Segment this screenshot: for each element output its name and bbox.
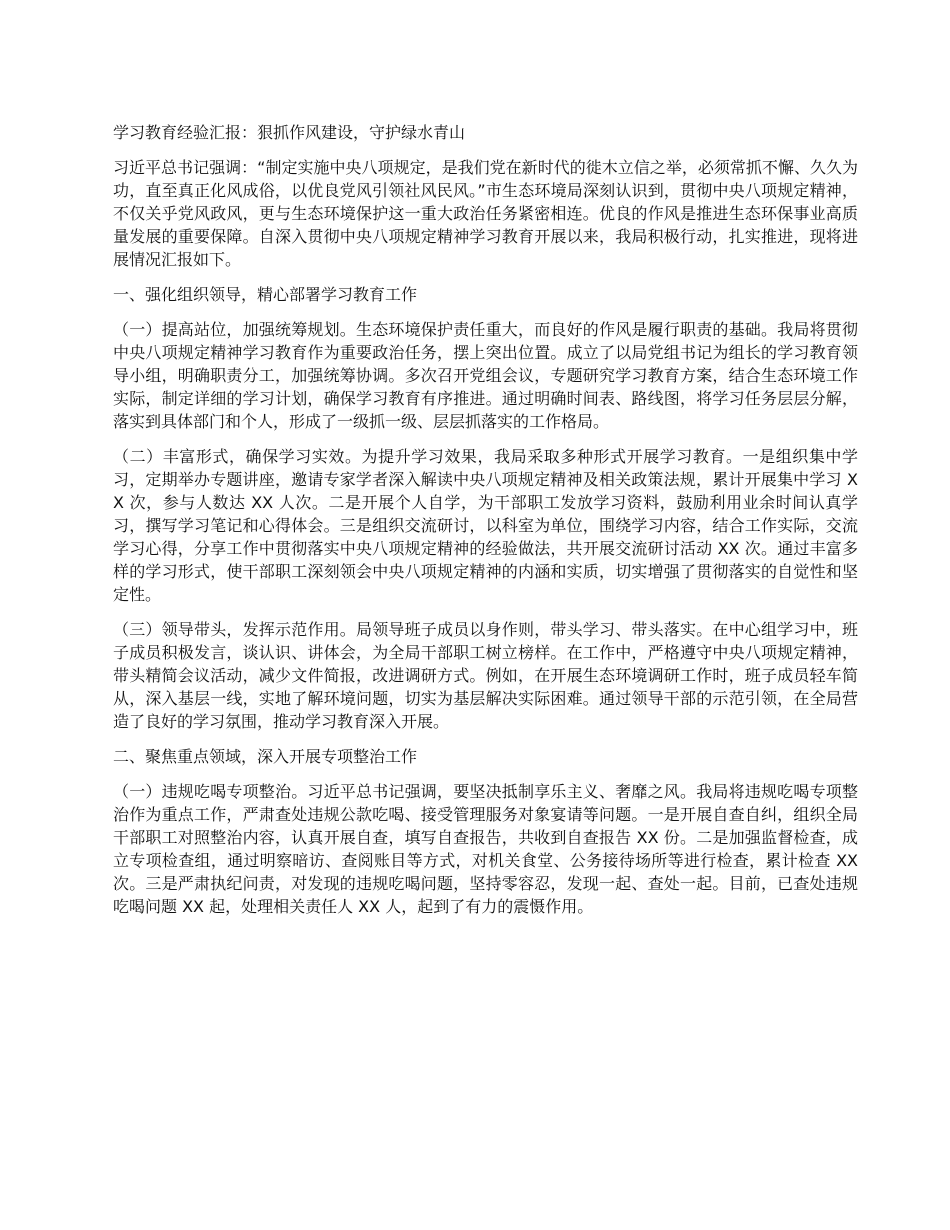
document-body [113,121,858,930]
section-heading-2: 二、聚焦重点领域，深入开展专项整治工作 [113,747,418,766]
document-title: 学习教育经验汇报：狠抓作风建设，守护绿水青山 [113,123,466,142]
section1-paragraph-1: （一）提高站位，加强统筹规划。生态环境保护责任重大，而良好的作风是履行职责的基础。我局将贯彻中央八项规定精神学习教育作为重要政治任务，摆上突出位置。成立了以局党组书记为组长的学习教育领导小组，明确职责分工，加强统筹协调。多次召开党组会议，专题研究学习教育方案，结合生态环境工作实际，制定详细的学习计划，确保学习教育有序推进。通过明确时间表、路线图，将学习任务层层分解，落实到具体部门和个人，形成了一级抓一级、层层抓落实的工作格局。 [113,320,858,431]
section1-paragraph-3: （三）领导带头，发挥示范作用。局领导班子成员以身作则，带头学习、带头落实。在中心组学习中，班子成员积极发言，谈认识、讲体会，为全局干部职工树立榜样。在工作中，严格遵守中央八项规定精神，带头精简会议活动，减少文件简报，改进调研方式。例如，在开展生态环境调研工作时，班子成员轻车简从，深入基层一线，实地了解环境问题，切实为基层解决实际困难。通过领导干部的示范引领，在全局营造了良好的学习氛围，推动学习教育深入开展。 [113,620,858,731]
intro-paragraph: 习近平总书记强调：“制定实施中央八项规定，是我们党在新时代的徙木立信之举，必须常抓不懈、久久为功，直至真正化风成俗，以优良党风引领社风民风。”市生态环境局深刻认识到，贯彻中央八项规定精神，不仅关乎党风政风，更与生态环境保护这一重大政治任务紧密相连。优良的作风是推进生态环保事业高质量发展的重要保障。自深入贯彻中央八项规定精神学习教育开展以来，我局积极行动，扎实推进，现将进展情况汇报如下。 [113,158,858,269]
section2-paragraph-1: （一）违规吃喝专项整治。习近平总书记强调，要坚决抵制享乐主义、奢靡之风。我局将违规吃喝专项整治作为重点工作，严肃查处违规公款吃喝、接受管理服务对象宴请等问题。一是开展自查自纠，组织全局干部职工对照整治内容，认真开展自查，填写自查报告，共收到自查报告 XX 份。二是加强监督检查，成立专项检查组，通过明察暗访、查阅账目等方式，对机关食堂、公务接待场所等进行检查，累计检查 XX 次。三是严肃执纪问责，对发现的违规吃喝问题，坚持零容忍，发现一起、查处一起。目前，已查处违规吃喝问题 XX 起，处理相关责任人 XX 人，起到了有力的震慑作用。 [113,782,858,916]
section-heading-1: 一、强化组织领导，精心部署学习教育工作 [113,285,418,304]
section1-paragraph-2: （二）丰富形式，确保学习实效。为提升学习效果，我局采取多种形式开展学习教育。一是组织集中学习，定期举办专题讲座，邀请专家学者深入解读中央八项规定精神及相关政策法规，累计开展集中学习 XX 次，参与人数达 XX 人次。二是开展个人自学，为干部职工发放学习资料，鼓励利用业余时间认真学习，撰写学习笔记和心得体会。三是组织交流研讨，以科室为单位，围绕学习内容，结合工作实际，交流学习心得，分享工作中贯彻落实中央八项规定精神的经验做法，共开展交流研讨活动 XX 次。通过丰富多样的学习形式，使干部职工深刻领会中央八项规定精神的内涵和实质，切实增强了贯彻落实的自觉性和坚定性。 [113,447,858,604]
